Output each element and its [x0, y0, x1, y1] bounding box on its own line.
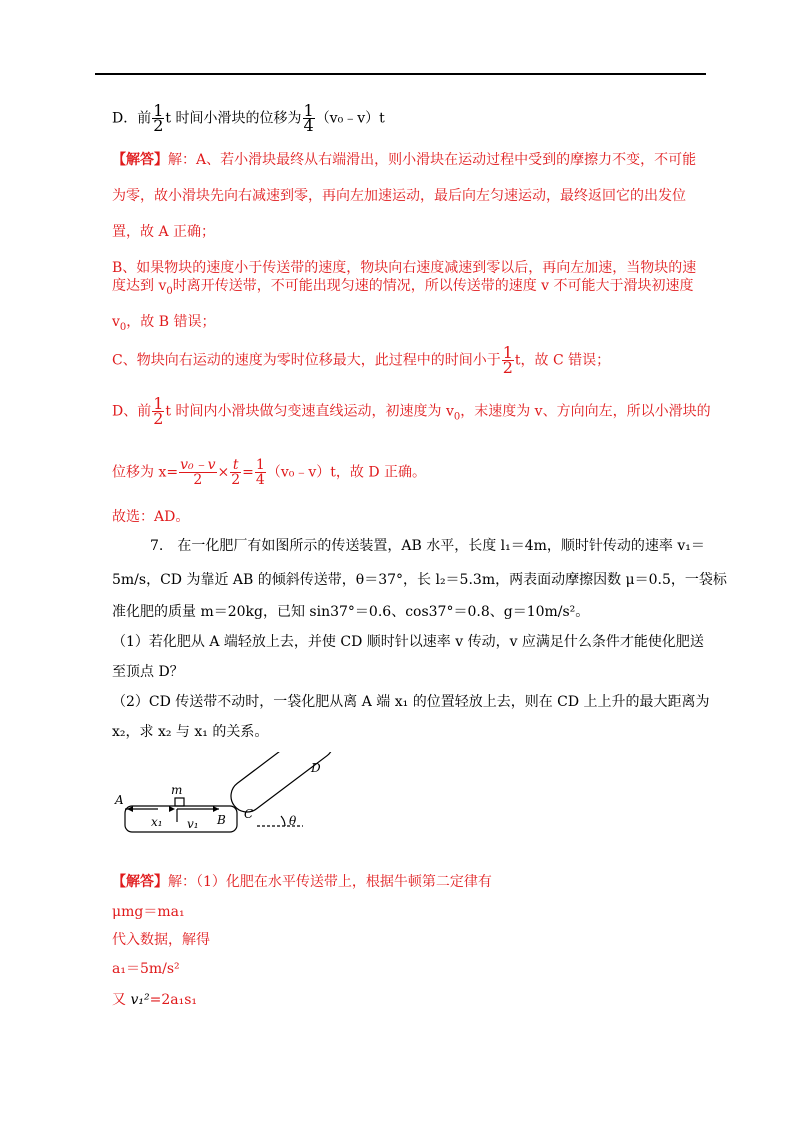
equation-line: μmg＝ma₁ — [112, 904, 185, 920]
answer-tag: 【解答】 — [112, 874, 168, 890]
label-a: A — [115, 793, 124, 807]
fraction: $\frac{1}{4}$ — [255, 457, 265, 488]
fraction: $\frac{1}{2}$ — [153, 101, 164, 135]
question-line: 准化肥的质量 m＝20kg，已知 sin37°＝0.6、cos37°＝0.8、g＝10m/s²。 — [112, 604, 590, 620]
conveyor-diagram — [113, 752, 333, 840]
question-line: 5m/s，CD 为靠近 AB 的倾斜传送带，θ＝37°，长 l₂＝5.3m，两表面动摩擦因数 μ＝0.5，一袋标 — [112, 572, 727, 588]
fertilizer-bag — [175, 798, 184, 806]
question-part: 至顶点 D？ — [112, 664, 184, 680]
option-d-prefix: D．前 — [112, 110, 152, 127]
answer-line: B、如果物块的速度小于传送带的速度，物块向右速度减速到零以后，再向左加速，当物块的速 — [112, 260, 697, 276]
label-x1: x₁ — [151, 815, 163, 829]
header-rule — [95, 73, 706, 75]
answer-line: 度达到 $v_0$时离开传送带，不可能出现匀速的情况，所以传送带的速度 v 不可能大于滑块初速度 — [112, 278, 694, 297]
question-part: （2）CD 传送带不动时，一袋化肥从离 A 端 x₁ 的位置轻放上去，则在 CD 上上升的最大距离为 — [112, 694, 710, 710]
answer-choice: 故选：AD。 — [112, 509, 190, 525]
answer-line: 代入数据，解得 — [112, 932, 210, 948]
question-line: 7. 在一化肥厂有如图所示的传送装置，AB 水平，长度 l₁＝4m，顺时针传动的速率 v₁＝ — [150, 538, 705, 554]
question-part: （1）若化肥从 A 端轻放上去，并使 CD 顺时针以速率 v 传动，v 应满足什么条件才能使化肥送 — [112, 634, 704, 650]
answer-line: 【解答】解：（1）化肥在水平传送带上，根据牛顿第二定律有 — [112, 874, 492, 890]
option-d-text: t 时间小滑块的位移为 — [165, 110, 302, 127]
label-b: B — [217, 813, 226, 827]
fraction: $\frac{1}{4}$ — [303, 101, 314, 135]
label-d: D — [311, 761, 321, 775]
fraction: $\frac{1}{2}$ — [153, 394, 164, 428]
label-v1: v₁ — [187, 817, 199, 831]
option-d-suffix: （v₀﹣v）t — [315, 110, 385, 127]
answer-line: 置，故 A 正确； — [112, 224, 216, 240]
label-c: C — [244, 807, 254, 821]
answer-line: $v_0$，故 B 错误； — [112, 314, 216, 333]
label-m: m — [171, 783, 183, 797]
answer-line: 【解答】解：A、若小滑块最终从右端滑出，则小滑块在运动过程中受到的摩擦力不变，不可能 — [112, 152, 697, 168]
fraction: $\frac{1}{2}$ — [502, 343, 513, 377]
equation-line: 又 v₁²=2a₁s₁ — [112, 992, 197, 1008]
fraction: $\frac{\text{v₀﹣v}}{2}$ — [180, 457, 216, 488]
answer-line: 为零，故小滑块先向右减速到零，再向左加速运动，最后向左匀速运动，最终返回它的出发位 — [112, 188, 686, 204]
answer-line: 位移为 x= $\frac{\text{v₀﹣v}}{2}$ × $\frac{t}{2}$ = $\frac{1}{4}$ （v₀﹣v）t，故 D 正确。 — [112, 457, 427, 488]
answer-line: C、物块向右运动的速度为零时位移最大，此过程中的时间小于 $\frac{1}{2}$ t，故 C 错误； — [112, 343, 611, 377]
equation-line: a₁＝5m/s² — [112, 961, 180, 977]
option-d — [112, 101, 385, 135]
answer-tag: 【解答】 — [112, 152, 168, 168]
label-theta: θ — [289, 814, 297, 828]
answer-line: D、前 $\frac{1}{2}$ t 时间内小滑块做匀变速直线运动，初速度为 $v_0$，末速度为 v、方向向左，所以小滑块的 — [112, 394, 711, 428]
fraction: $\frac{t}{2}$ — [231, 457, 241, 488]
question-part: x₂，求 x₂ 与 x₁ 的关系。 — [112, 724, 269, 740]
